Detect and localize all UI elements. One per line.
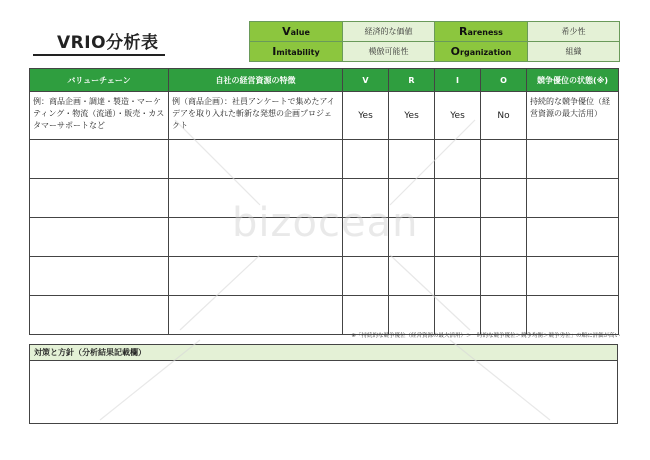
cell-value-chain[interactable] <box>30 257 169 296</box>
example-r: Yes <box>389 92 435 140</box>
cell-r[interactable] <box>389 296 435 335</box>
cell-v[interactable] <box>343 296 389 335</box>
cell-state[interactable] <box>527 218 619 257</box>
example-v: Yes <box>343 92 389 140</box>
example-state: 持続的な競争優位（経営資源の最大活用） <box>527 92 619 140</box>
legend-value-desc: 経済的な価値 <box>343 22 435 42</box>
cell-state[interactable] <box>527 296 619 335</box>
cell-r[interactable] <box>389 140 435 179</box>
cell-i[interactable] <box>435 257 481 296</box>
cell-o[interactable] <box>481 296 527 335</box>
vrio-legend <box>249 21 620 62</box>
cell-v[interactable] <box>343 257 389 296</box>
legend-rareness-key: Rareness <box>435 22 528 42</box>
cell-v[interactable] <box>343 140 389 179</box>
example-resource: 例（商品企画）：社員アンケートで集めたアイデアを取り入れた斬新な発想の企画プロジェクト <box>169 92 343 140</box>
cell-o[interactable] <box>481 140 527 179</box>
cell-o[interactable] <box>481 218 527 257</box>
cell-r[interactable] <box>389 257 435 296</box>
table-row <box>30 296 619 335</box>
cell-i[interactable] <box>435 140 481 179</box>
example-i: Yes <box>435 92 481 140</box>
header-i: I <box>435 69 481 92</box>
cell-value-chain[interactable] <box>30 218 169 257</box>
evaluation-note: ※「持続的な競争優位（経営資源の最大活用）＞一時的な競争優位＞競争均衡＞競争劣位」の順に評価が高い <box>351 333 620 339</box>
watermark-text: bizocean <box>232 200 419 246</box>
title-underline <box>33 54 165 56</box>
page-title: VRIO分析表 <box>57 33 159 53</box>
header-v: V <box>343 69 389 92</box>
table-row <box>30 257 619 296</box>
cell-value-chain[interactable] <box>30 140 169 179</box>
legend-imitability-desc: 模倣可能性 <box>343 42 435 62</box>
cell-state[interactable] <box>527 179 619 218</box>
example-o: No <box>481 92 527 140</box>
header-r: R <box>389 69 435 92</box>
cell-resource[interactable] <box>169 296 343 335</box>
example-row <box>30 92 619 140</box>
legend-rareness-desc: 希少性 <box>528 22 620 42</box>
cell-value-chain[interactable] <box>30 296 169 335</box>
header-value-chain: バリューチェーン <box>30 69 169 92</box>
example-value-chain: 例：商品企画・調達・製造・マーケティング・物流（流通）・販売・カスタマーサポートなど <box>30 92 169 140</box>
cell-i[interactable] <box>435 218 481 257</box>
cell-state[interactable] <box>527 257 619 296</box>
cell-value-chain[interactable] <box>30 179 169 218</box>
table-header-row <box>30 69 619 92</box>
cell-i[interactable] <box>435 296 481 335</box>
cell-resource[interactable] <box>169 257 343 296</box>
cell-o[interactable] <box>481 179 527 218</box>
legend-value-key: Value <box>250 22 343 42</box>
legend-organization-desc: 組織 <box>528 42 620 62</box>
header-resource: 自社の経営資源の特徴 <box>169 69 343 92</box>
table-row <box>30 140 619 179</box>
cell-o[interactable] <box>481 257 527 296</box>
policy-header: 対策と方針（分析結果記載欄） <box>29 344 618 361</box>
header-o: O <box>481 69 527 92</box>
cell-state[interactable] <box>527 140 619 179</box>
cell-resource[interactable] <box>169 140 343 179</box>
legend-imitability-key: Imitability <box>250 42 343 62</box>
cell-i[interactable] <box>435 179 481 218</box>
legend-organization-key: Organization <box>435 42 528 62</box>
policy-input-area[interactable] <box>29 360 618 424</box>
header-competitive-state: 競争優位の状態(※) <box>527 69 619 92</box>
